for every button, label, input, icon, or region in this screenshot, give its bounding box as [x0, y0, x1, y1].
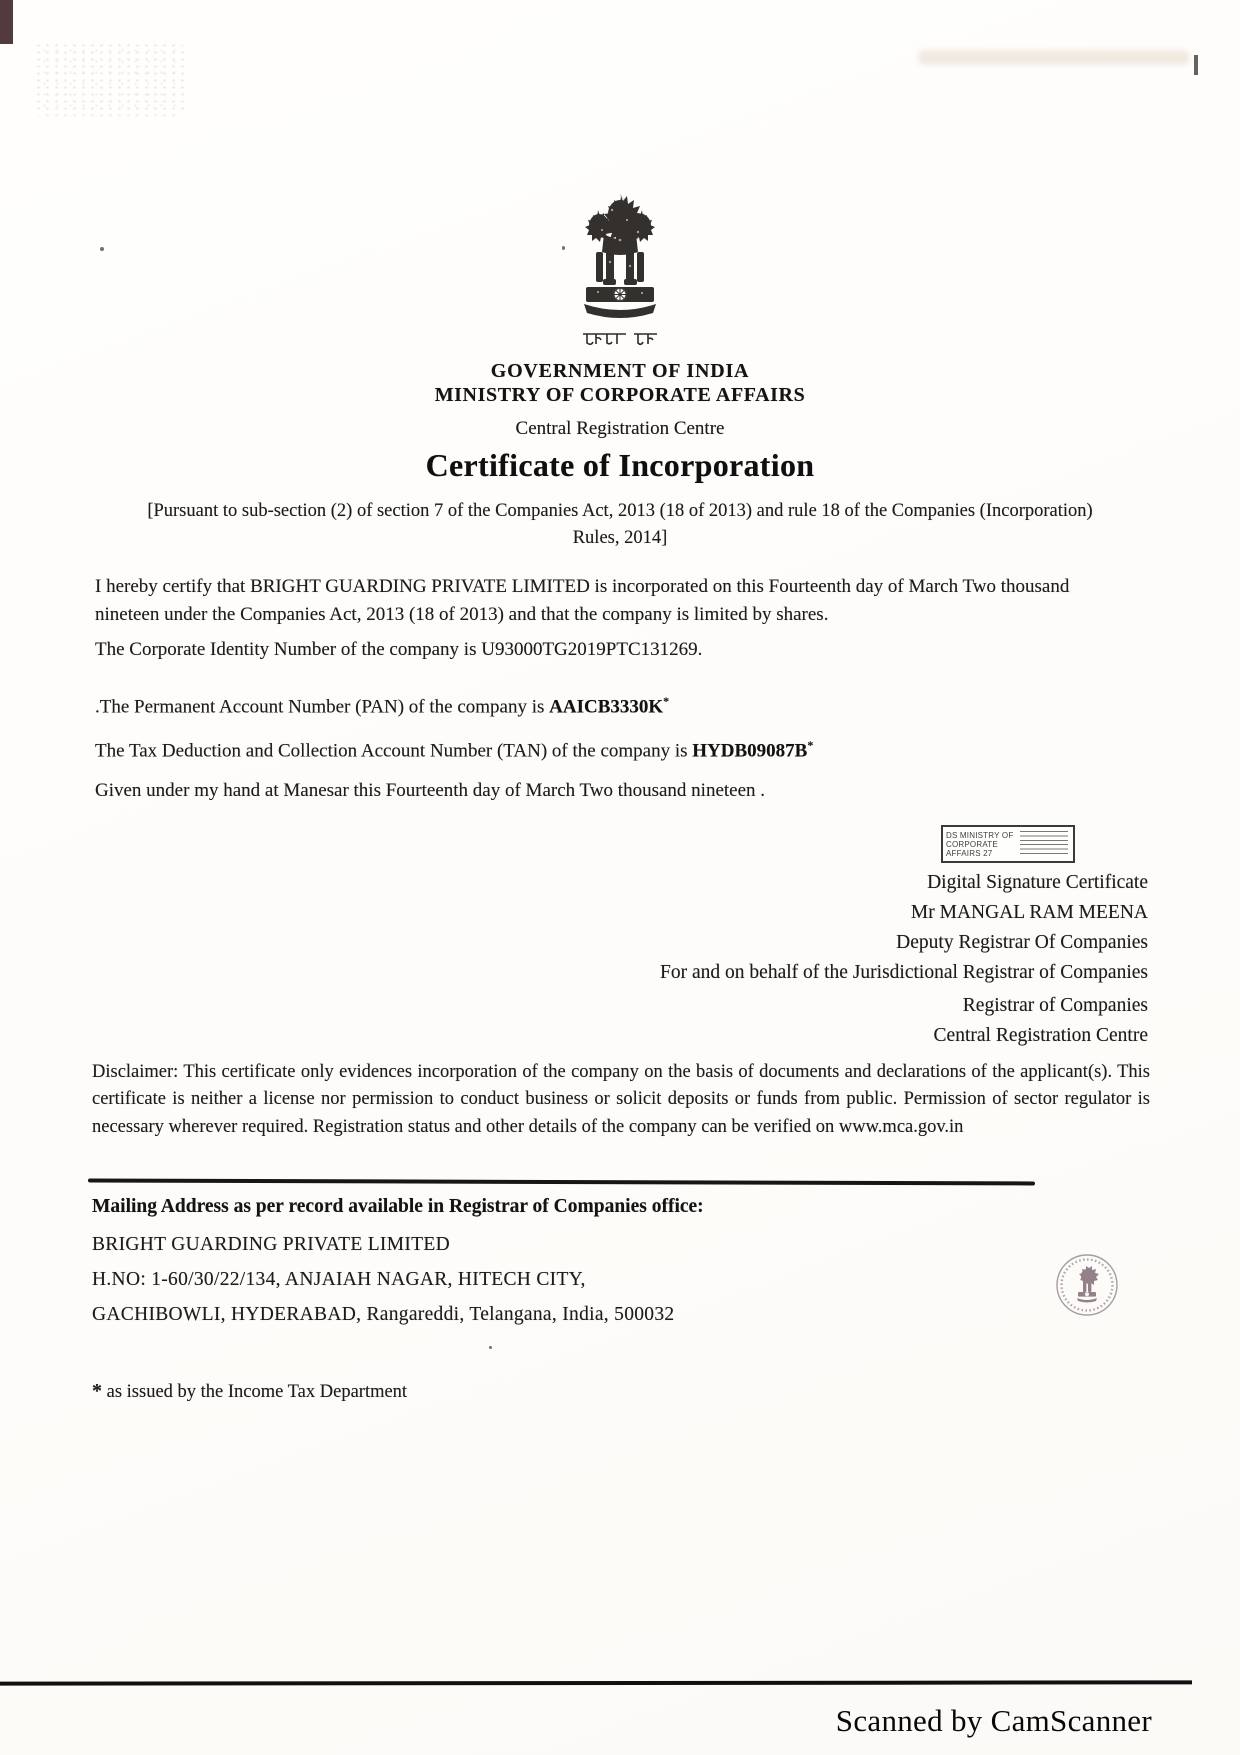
signature-line-1: Digital Signature Certificate — [927, 872, 1148, 893]
signature-line-5: Registrar of Companies — [962, 995, 1148, 1016]
tan-asterisk: * — [807, 738, 814, 752]
scanned-by-camscanner-label: Scanned by CamScanner — [835, 1703, 1152, 1738]
cin-line — [95, 636, 1117, 664]
scan-corner-mark — [0, 0, 13, 44]
signature-line-2: Mr MANGAL RAM MEENA — [910, 902, 1148, 923]
mailing-address-line1: H.NO: 1-60/30/22/134, ANJAIAH NAGAR, HITECH CITY, — [92, 1269, 586, 1290]
certificate-title: Certificate of Incorporation — [425, 447, 815, 483]
scan-dot — [562, 246, 565, 250]
central-registration-centre-heading: Central Registration Centre — [515, 418, 725, 439]
ministry-heading: MINISTRY OF CORPORATE AFFAIRS — [434, 384, 806, 406]
cin-value: U93000TG2019PTC131269. — [481, 639, 703, 660]
scan-dot — [100, 247, 104, 251]
ds-stamp-line1: DS MINISTRY OF — [946, 830, 1014, 840]
given-under-hand-line: Given under my hand at Manesar this Fourteenth day of March Two thousand nineteen . — [95, 780, 766, 801]
pan-line — [95, 687, 1117, 721]
mailing-address-heading: Mailing Address as per record available in Registrar of Companies office: — [92, 1196, 704, 1217]
ds-stamp-fineprint-lines — [1020, 831, 1068, 857]
scan-tick-mark — [1194, 55, 1198, 75]
scan-speckle-noise — [34, 42, 184, 116]
scan-smudge — [918, 50, 1190, 65]
pursuant-subtitle: [Pursuant to sub-section (2) of section 7 of the Companies Act, 2013 (18 of 2013) and rule 18 of the Companies (Incorporation) Rules, 2014] — [147, 501, 1093, 548]
tan-label: The Tax Deduction and Collection Account Number (TAN) of the company is — [95, 740, 693, 762]
signature-line-3: Deputy Registrar Of Companies — [896, 932, 1148, 953]
tan-value: HYDB09087B — [692, 740, 808, 762]
mailing-address-line2: GACHIBOWLI, HYDERABAD, Rangareddi, Telangana, India, 500032 — [92, 1304, 675, 1325]
footnote-asterisk: * — [92, 1380, 102, 1402]
footnote — [92, 1380, 407, 1403]
round-office-seal — [1054, 1252, 1120, 1318]
certify-paragraph: I hereby certify that BRIGHT GUARDING PRIVATE LIMITED is incorporated on this Fourteenth day of March Two thousand nineteen under the Companies Act, 2013 (18 of 2013) and that the company is limited by shares. — [95, 576, 1070, 625]
bottom-rule — [0, 1680, 1192, 1685]
signature-block — [660, 868, 1148, 1051]
footnote-text: as issued by the Income Tax Department — [102, 1382, 408, 1402]
signature-line-4: For and on behalf of the Jurisdictional Registrar of Companies — [660, 962, 1148, 983]
government-of-india-heading: GOVERNMENT OF INDIA — [490, 360, 750, 382]
signature-line-6: Central Registration Centre — [933, 1025, 1148, 1046]
ds-stamp-text — [943, 831, 1018, 858]
satyameva-jayate-motto — [582, 330, 658, 348]
tan-line — [95, 731, 1117, 765]
pan-asterisk: * — [663, 694, 670, 708]
horizontal-rule — [88, 1179, 1035, 1186]
disclaimer-paragraph: Disclaimer: This certificate only evidences incorporation of the company on the basis of documents and declarations of the applicant(s). This certificate is neither a license nor permission to conduct business or solicit deposits or funds from public. Permission of sector regulator is necessary wherever required. Registration status and other details of the company can be verified on www.mca.gov.in — [92, 1061, 1150, 1137]
scan-dot — [489, 1346, 492, 1349]
cin-label: The Corporate Identity Number of the company is — [95, 639, 482, 660]
digital-signature-stamp — [941, 825, 1075, 863]
pan-label: .The Permanent Account Number (PAN) of the company is — [95, 696, 550, 718]
ds-stamp-line2: CORPORATE AFFAIRS 27 — [946, 839, 998, 858]
pan-value: AAICB3330K — [549, 696, 664, 718]
india-emblem-icon — [572, 192, 668, 328]
mailing-company-name: BRIGHT GUARDING PRIVATE LIMITED — [92, 1234, 450, 1255]
